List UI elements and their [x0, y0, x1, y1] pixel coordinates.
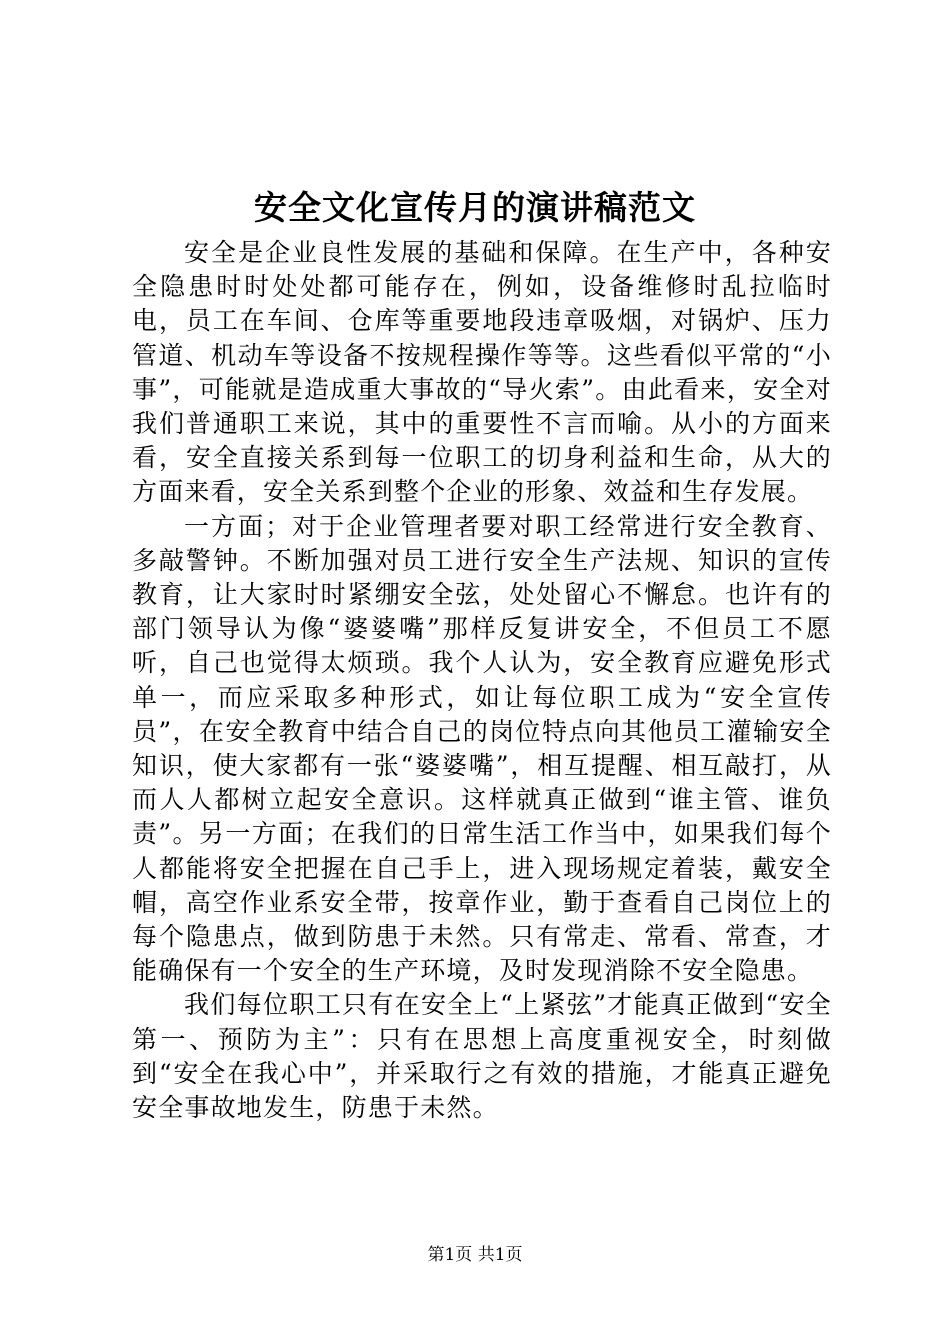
page-footer: 第1页 共1页: [427, 1245, 523, 1265]
paragraph-2: 一方面；对于企业管理者要对职工经常进行安全教育、多敲警钟。不断加强对员工进行安全生产法规、知识的宣传教育，让大家时时紧绷安全弦，处处留心不懈怠。也许有的部门领导认为像“婆婆嘴”那样反复讲安全，不但员工不愿听，自己也觉得太烦琐。我个人认为，安全教育应避免形式单一，而应采取多种形式，如让每位职工成为“安全宣传员”，在安全教育中结合自己的岗位特点向其他员工灌输安全知识，使大家都有一张“婆婆嘴”，相互提醒、相互敲打，从而人人都树立起安全意识。这样就真正做到“谁主管、谁负责”。另一方面；在我们的日常生活工作当中，如果我们每个人都能将安全把握在自己手上，进入现场规定着装，戴安全帽，高空作业系安全带，按章作业，勤于查看自己岗位上的每个隐患点，做到防患于未然。只有常走、常看、常查，才能确保有一个安全的生产环境，及时发现消除不安全隐患。: [132, 511, 832, 986]
paragraph-3: 我们每位职工只有在安全上“上紧弦”才能真正做到“安全第一、预防为主”：只有在思想上高度重视安全，时刻做到“安全在我心中”，并采取行之有效的措施，才能真正避免安全事故地发生，防患于未然。: [132, 990, 832, 1123]
paragraph-1: 安全是企业良性发展的基础和保障。在生产中，各种安全隐患时时处处都可能存在，例如，设备维修时乱拉临时电，员工在车间、仓库等重要地段违章吸烟，对锅炉、压力管道、机动车等设备不按规程操作等等。这些看似平常的“小事”，可能就是造成重大事故的“导火索”。由此看来，安全对我们普通职工来说，其中的重要性不言而喻。从小的方面来看，安全直接关系到每一位职工的切身利益和生命，从大的方面来看，安全关系到整个企业的形象、效益和生存发展。: [132, 238, 832, 507]
document-title: 安全文化宣传月的演讲稿范文: [254, 188, 696, 227]
document-body: [132, 236, 832, 1125]
